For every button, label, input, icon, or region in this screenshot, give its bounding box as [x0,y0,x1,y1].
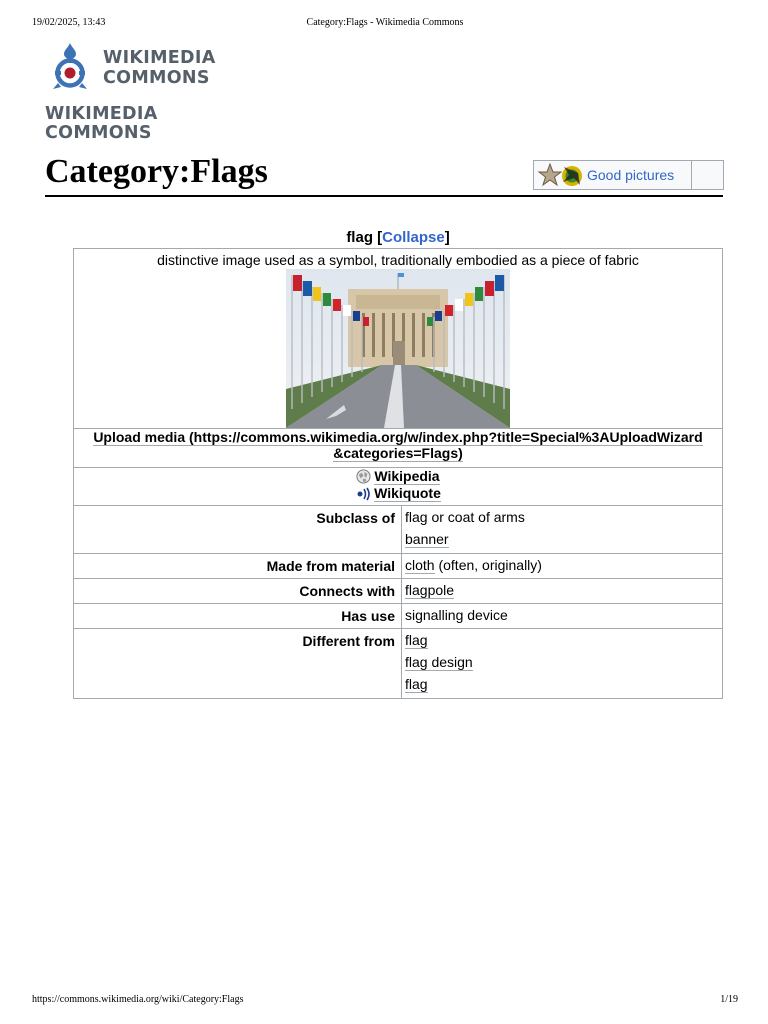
print-page-number: 1/19 [720,994,738,1005]
description-cell [74,249,723,429]
property-name: Has use [74,604,402,629]
commons-wordmark[interactable] [45,105,158,143]
property-value [405,629,722,651]
value-link[interactable]: banner [405,531,449,547]
property-name: Connects with [74,579,402,604]
property-values [402,629,723,699]
page-title: Category:Flags [45,153,268,190]
value-link[interactable]: flag [405,676,428,692]
wikidata-heading [73,229,723,246]
print-footer [32,994,738,1008]
property-values [402,604,723,629]
sister-link-wikipedia[interactable] [74,468,722,485]
wikidata-item-name: flag [346,229,373,246]
print-url: https://commons.wikimedia.org/wiki/Category:Flags [32,994,244,1005]
wikimedia-commons-logo[interactable] [50,42,220,92]
property-value [405,554,722,576]
item-description: distinctive image used as a symbol, traditionally embodied as a piece of fabric [157,252,639,268]
value-text: flag or coat of arms [405,509,525,525]
sister-link-wikiquote[interactable] [74,485,722,502]
property-row [74,506,723,554]
good-pictures-link[interactable]: Good pictures [587,167,675,183]
property-name: Different from [74,629,402,699]
quality-stars-icon [536,163,588,187]
collapse-link[interactable]: Collapse [382,229,445,246]
print-timestamp: 19/02/2025, 13:43 [32,17,106,28]
property-value [405,528,722,550]
print-header [32,17,738,31]
commons-logo-icon [50,42,90,92]
property-value [405,673,722,695]
upload-media-link[interactable] [93,429,702,462]
wikiquote-label: Wikiquote [374,485,441,501]
property-values [402,506,723,554]
property-name: Subclass of [74,506,402,554]
wikipedia-globe-icon [356,469,371,484]
value-text: signalling device [405,607,508,623]
logo-line1: WIKIMEDIA [103,48,216,68]
flags-avenue-photo[interactable] [286,269,510,428]
good-pictures-box [533,160,724,190]
wikidata-infobox [73,248,723,699]
bracket-open: [ [377,229,383,246]
property-name: Made from material [74,554,402,579]
property-row [74,629,723,699]
property-value [405,604,722,626]
property-row [74,604,723,629]
wikiquote-icon [355,487,371,501]
property-value [405,651,722,673]
good-box-separator [691,161,692,189]
logo-wordmark [103,48,216,88]
sister-projects-cell [74,468,723,506]
property-values [402,554,723,579]
print-doc-title: Category:Flags - Wikimedia Commons [306,17,464,28]
upload-link-line1: Upload media (https://commons.wikimedia.org/w/index.php?title=Special%3AUploadWizard [93,429,703,445]
logo-line2: COMMONS [103,68,210,88]
value-link[interactable]: flag design [405,654,473,670]
property-value [405,579,722,601]
value-link[interactable]: flag [405,632,428,648]
value-link[interactable]: flagpole [405,582,455,598]
wordmark-line2: COMMONS [45,123,152,143]
property-row [74,554,723,579]
wikipedia-label: Wikipedia [374,468,440,484]
wordmark-line1: WIKIMEDIA [45,104,158,124]
title-divider [45,195,723,197]
property-value [405,506,722,528]
value-qualifier: (often, originally) [434,557,542,573]
value-link[interactable]: cloth [405,557,435,573]
upload-media-cell [74,429,723,468]
property-row [74,579,723,604]
upload-link-line2: &categories=Flags) [333,445,463,461]
property-values [402,579,723,604]
bracket-close: ] [444,229,450,246]
